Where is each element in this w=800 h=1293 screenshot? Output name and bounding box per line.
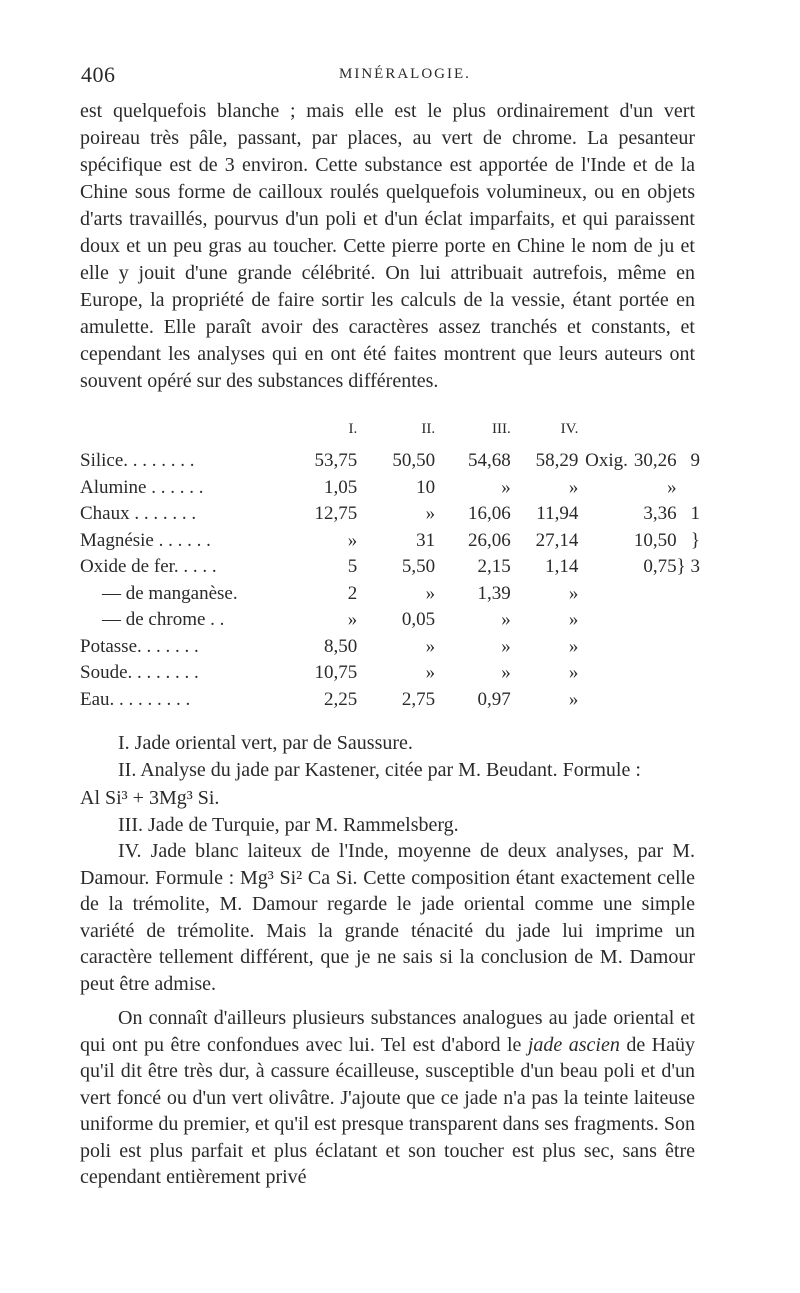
table-row [80, 448, 700, 475]
cell-analysis-1: 8,50 [323, 635, 358, 657]
page-number: 406 [81, 62, 116, 87]
cell-analysis-2: 31 [416, 529, 436, 551]
table-row [80, 501, 700, 528]
cell-ratio [677, 607, 700, 634]
cell-analysis-1: » [347, 529, 358, 551]
cell-analysis-1: 53,75 [314, 450, 358, 471]
cell-ratio [677, 581, 700, 608]
cell-analysis-4: 11,94 [536, 503, 579, 524]
cell-oxygen [578, 475, 676, 502]
cell-ratio: } [690, 529, 700, 551]
cell-analysis-1: 2,25 [323, 688, 358, 710]
note-3: III. Jade de Turquie, par M. Rammelsberg. [118, 813, 459, 836]
cell-analysis-3: » [501, 476, 511, 498]
cell-ratio [677, 660, 700, 687]
row-label: Alumine . . . . . . [80, 476, 204, 498]
cell-analysis-4: » [568, 635, 579, 657]
note-4: IV. Jade blanc laiteux de l'Inde, moyenne de deux analyses, par M. Damour. Formule : Mg³ Si² Ca Si. Cette composition étant exactement celle de la trémolite, M. Damour regarde le jade oriental comme une simple variété de trémolite. Mais la grande ténacité du jade lui imprime un caractère tellement différent, que je ne sais si la conclusion de M. Damour peut être admise. [80, 840, 695, 995]
cell-analysis-2: » [425, 582, 436, 604]
row-label: — de chrome . . [102, 609, 225, 630]
cell-analysis-2: 0,05 [401, 609, 436, 630]
cell-analysis-2: » [425, 503, 436, 524]
cell-oxygen [578, 581, 676, 608]
cell-analysis-1: 1,05 [323, 476, 358, 498]
opening-paragraph [80, 98, 695, 395]
cell-ratio [677, 687, 700, 714]
oxygen-value: 10,50 [633, 529, 677, 551]
note-1: I. Jade oriental vert, par de Saussure. [118, 732, 413, 754]
table-row [80, 687, 700, 714]
cell-analysis-2: 10 [416, 476, 436, 498]
page-header [81, 62, 700, 92]
cell-analysis-3: » [501, 662, 511, 683]
cell-analysis-2: 5,50 [401, 556, 436, 577]
cell-ratio [677, 475, 700, 502]
row-label: Oxide de fer. . . . . [80, 556, 217, 577]
cell-ratio [677, 634, 700, 661]
cell-ratio: 9 [690, 450, 700, 471]
cell-analysis-4: 1,14 [545, 556, 579, 577]
row-label: Magnésie . . . . . . [80, 529, 211, 551]
cell-analysis-4: » [568, 662, 579, 683]
cell-analysis-3: 26,06 [467, 529, 511, 551]
cell-oxygen [578, 554, 676, 581]
cell-analysis-3: 0,97 [477, 688, 511, 710]
cell-analysis-4: » [568, 609, 579, 630]
row-label: Potasse. . . . . . . [80, 635, 199, 657]
col-header-2: II. [421, 421, 436, 437]
cell-analysis-2: 2,75 [401, 688, 436, 710]
cell-analysis-4: » [568, 582, 579, 604]
table-row [80, 634, 700, 661]
cell-analysis-3: » [501, 609, 511, 630]
cell-analysis-4: 58,29 [535, 450, 579, 471]
cell-analysis-3: 2,15 [477, 556, 511, 577]
table-header-row [80, 416, 700, 448]
analysis-notes [80, 730, 695, 1191]
cell-analysis-2: » [425, 662, 436, 683]
table-row [80, 581, 700, 608]
cell-analysis-2: » [425, 635, 436, 657]
cell-analysis-4: » [568, 688, 579, 710]
running-head: MINÉRALOGIE. [339, 66, 471, 82]
row-label: Soude. . . . . . . . [80, 662, 199, 683]
cell-analysis-3: » [501, 635, 511, 657]
cell-oxygen [578, 501, 676, 528]
cell-ratio: } 3 [676, 556, 700, 577]
col-header-3: III. [491, 421, 511, 437]
closing-text-a: On connaît d'ailleurs plusieurs substances analogues au jade oriental et qui ont pu être confondues avec lui. Tel est d'abord le [80, 1007, 695, 1056]
cell-oxygen [578, 448, 676, 475]
cell-analysis-4: 27,14 [535, 529, 579, 551]
row-label: Eau. . . . . . . . . [80, 688, 191, 710]
cell-analysis-3: 1,39 [477, 582, 511, 604]
oxygen-value: 30,26 [633, 450, 677, 471]
cell-ratio: 1 [690, 503, 700, 524]
cell-oxygen [578, 634, 676, 661]
note-2-formula: Al Si³ + 3Mg³ Si. [80, 787, 220, 809]
cell-oxygen [578, 607, 676, 634]
jade-ascien-term: jade ascien [527, 1033, 620, 1056]
row-label: — de manganèse. [102, 582, 238, 604]
cell-analysis-1: 2 [347, 582, 358, 604]
oxygen-label: Oxig. [585, 450, 628, 471]
row-label: Silice. . . . . . . . [80, 450, 195, 471]
cell-analysis-1: 5 [347, 556, 358, 577]
composition-table [80, 416, 700, 713]
oxygen-value: 0,75 [643, 556, 677, 577]
table-row [80, 660, 700, 687]
cell-analysis-2: 50,50 [392, 450, 436, 471]
cell-analysis-3: 16,06 [467, 503, 511, 524]
row-label: Chaux . . . . . . . [80, 503, 197, 524]
table-row [80, 528, 700, 555]
oxygen-value: » [667, 476, 677, 498]
table-row [80, 607, 700, 634]
cell-analysis-4: » [568, 476, 579, 498]
closing-text-b: de Haüy qu'il dit être très dur, à cassure écailleuse, susceptible d'un beau poli et d'un vert foncé ou d'un vert olivâtre. J'ajoute que ce jade n'a pas la teinte laiteuse uniforme du premier, et qu'il est presque transparent dans ses fragments. Son poli est plus parfait et plus éclatant et son toucher est plus sec, sans être cependant entièrement privé [80, 1033, 695, 1188]
cell-analysis-3: 54,68 [467, 450, 511, 471]
cell-oxygen [578, 528, 676, 555]
cell-analysis-1: 12,75 [314, 503, 358, 524]
cell-analysis-1: » [347, 609, 358, 630]
table-row [80, 554, 700, 581]
col-header-1: I. [348, 421, 358, 437]
note-2: II. Analyse du jade par Kastener, citée par M. Beudant. Formule : [118, 758, 641, 781]
table-row [80, 475, 700, 502]
closing-paragraph [80, 1005, 695, 1191]
col-header-4: IV. [560, 421, 579, 437]
cell-analysis-1: 10,75 [314, 662, 358, 683]
oxygen-value: 3,36 [643, 503, 677, 524]
paragraph-text: est quelquefois blanche ; mais elle est le plus ordinairement d'un vert poireau très pâle, passant, par places, au vert de chrome. La pesanteur spécifique est de 3 environ. Cette substance est apportée de l'Inde et de la Chine sous forme de cailloux roulés quelquefois volumineux, ou en objets d'arts travaillés, pourvus d'un poli et d'un éclat imparfaits, et qui paraissent doux et un peu gras au toucher. Cette pierre porte en Chine le nom de ju et elle y jouit d'une grande célébrité. On lui attribuait autrefois, même en Europe, la propriété de faire sortir les calculs de la vessie, étant portée en amulette. Elle paraît avoir des caractères assez tranchés et constants, et cependant les analyses qui en ont été faites montrent que leurs auteurs ont souvent opéré sur des substances différentes. [80, 100, 695, 392]
cell-oxygen [578, 660, 676, 687]
cell-oxygen [578, 687, 676, 714]
